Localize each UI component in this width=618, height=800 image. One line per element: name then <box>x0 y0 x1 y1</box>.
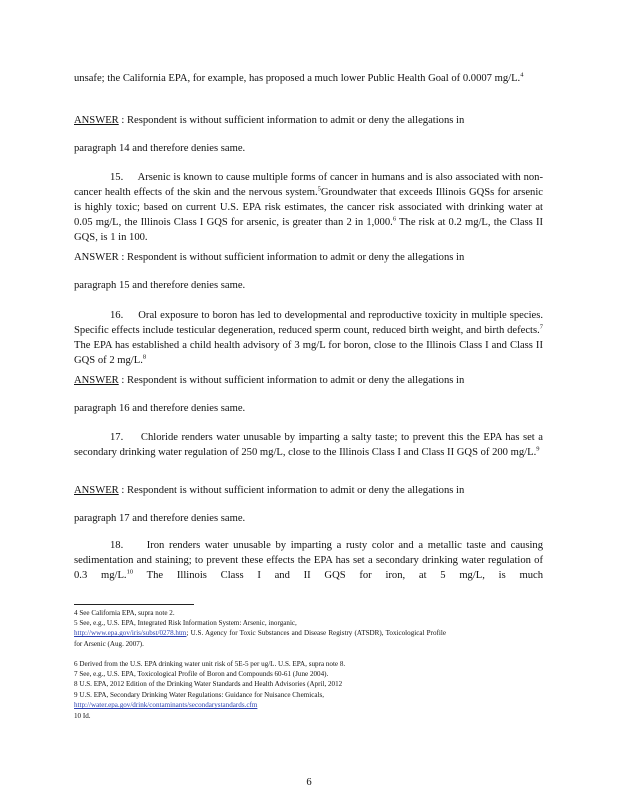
paragraph-number: 17. <box>110 432 124 443</box>
top-text: unsafe; the California EPA, for example, has proposed a much lower Public Health Goal of 0.0007 mg/L. <box>74 73 521 84</box>
paragraph-number: 16. <box>110 310 124 321</box>
answer-label: ANSWER <box>74 485 119 496</box>
answer-14-cont <box>74 141 543 156</box>
answer-label: ANSWER <box>74 115 119 126</box>
answer-label: ANSWER <box>74 375 119 386</box>
paragraph-text: Oral exposure to boron has led to developmental and reproductive toxicity in multiple species. Specific effects include testicular degeneration, reduced sperm count, reduced birth weight, and birth defects. <box>74 310 543 336</box>
answer-15 <box>74 250 543 265</box>
footnote-ref: 10 <box>126 568 134 576</box>
answer-17-cont <box>74 511 543 526</box>
answer-sep: : <box>118 485 125 496</box>
footnote-7: 7 See, e.g., U.S. EPA, Toxicological Profile of Boron and Compounds 60-61 (June 2004). <box>74 670 329 678</box>
answer-15-cont <box>74 278 543 293</box>
answer-14 <box>74 113 543 128</box>
answer-text: Respondent is without sufficient information to admit or deny the allegations in <box>126 485 465 496</box>
footnote-ref: 8 <box>142 353 147 361</box>
answer-16-cont <box>74 401 543 416</box>
answer-text: Respondent is without sufficient information to admit or deny the allegations in <box>126 375 465 386</box>
footnote-link[interactable]: http://water.epa.gov/drink/contaminants/secondarystandards.cfm <box>74 701 258 710</box>
answer-text: Respondent is without sufficient information to admit or deny the allegations in <box>126 115 465 126</box>
paragraph-text: The risk at 0.2 mg/L, the Class II GQS, is 1 in 100. <box>74 217 543 243</box>
paragraph-text: Chloride renders water unusable by imparting a salty taste; to prevent this the EPA has set a secondary drinking water regulation of 250 mg/L, close to the Illinois Class I and Class II GQS of 200 mg/L. <box>74 432 543 458</box>
footnote-link[interactable]: http://www.epa.gov/iris/subst/0278.htm <box>74 629 187 638</box>
answer-sep: : <box>118 375 125 386</box>
paragraph-text: Groundwater that exceeds Illinois GQSs for arsenic is highly toxic; based on current U.S. EPA risk estimates, the cancer risk associated with drinking water at 0.05 mg/L, the Illinois Class I GQS for arsenic, is greater than 2 in 1,000. <box>74 187 543 228</box>
paragraph-18 <box>74 538 543 583</box>
footnote-divider <box>74 604 194 605</box>
paragraph-16 <box>74 308 543 368</box>
footnote-ref: 4 <box>520 71 524 79</box>
page-number: 6 <box>306 777 312 788</box>
footnote-8: 8 U.S. EPA, 2012 Edition of the Drinking Water Standards and Health Advisories (April, 2012 <box>74 680 343 688</box>
footnote-9 <box>74 690 446 711</box>
paragraph-text: Arsenic is known to cause multiple forms of cancer in humans and is also associated with non-cancer health effects of the skin and the nervous system. <box>74 172 543 198</box>
footnote-text: 5 See, e.g., U.S. EPA, Integrated Risk Information System: Arsenic, inorganic, <box>74 619 297 627</box>
footnote-text: 9 U.S. EPA, Secondary Drinking Water Regulations: Guidance for Nuisance Chemicals, <box>74 691 325 699</box>
paragraph-text: Iron renders water unusable by imparting a rusty color and a metallic taste and causing sedimentation and staining; to prevent these effects the EPA has set a secondary drinking water regulation of 0.3 mg/L. <box>74 540 543 581</box>
answer-sep: : <box>118 252 125 263</box>
top-paragraph <box>74 71 543 86</box>
footnote-ref: 5 <box>317 185 321 193</box>
paragraph-text: The Illinois Class I and II GQS for iron, at 5 mg/L, is much <box>146 570 544 581</box>
paragraph-text: The EPA has established a child health advisory of 3 mg/L for boron, close to the Illinois Class I and Class II GQS of 2 mg/L. <box>74 340 543 366</box>
paragraph-number: 18. <box>110 540 124 551</box>
answer-label: ANSWER <box>74 252 119 263</box>
answer-cont: paragraph 14 and therefore denies same. <box>74 143 246 154</box>
footnote-10: 10 Id. <box>74 712 91 720</box>
footnote-ref: 9 <box>536 445 540 453</box>
footnote-text: ; U.S. Agency for Toxic Substances and Disease Registry (ATSDR), Toxicological Profile for Arsenic (Aug. 2007). <box>74 629 446 648</box>
footnote-5 <box>74 618 446 649</box>
answer-16 <box>74 373 543 388</box>
paragraph-15 <box>74 170 543 245</box>
answer-cont: paragraph 15 and therefore denies same. <box>74 280 246 291</box>
footnote-6: 6 Derived from the U.S. EPA drinking water unit risk of 5E-5 per ug/L. U.S. EPA, supra note 8. <box>74 660 346 668</box>
answer-cont: paragraph 16 and therefore denies same. <box>74 403 246 414</box>
answer-sep: : <box>118 115 125 126</box>
answer-cont: paragraph 17 and therefore denies same. <box>74 513 246 524</box>
footnote-4: 4 See California EPA, supra note 2. <box>74 609 175 617</box>
paragraph-number: 15. <box>110 172 124 183</box>
answer-text: Respondent is without sufficient information to admit or deny the allegations in <box>126 252 465 263</box>
paragraph-17 <box>74 430 543 460</box>
answer-17 <box>74 483 543 498</box>
footnote-ref: 6 <box>392 215 397 223</box>
footnote-ref: 7 <box>539 323 543 331</box>
